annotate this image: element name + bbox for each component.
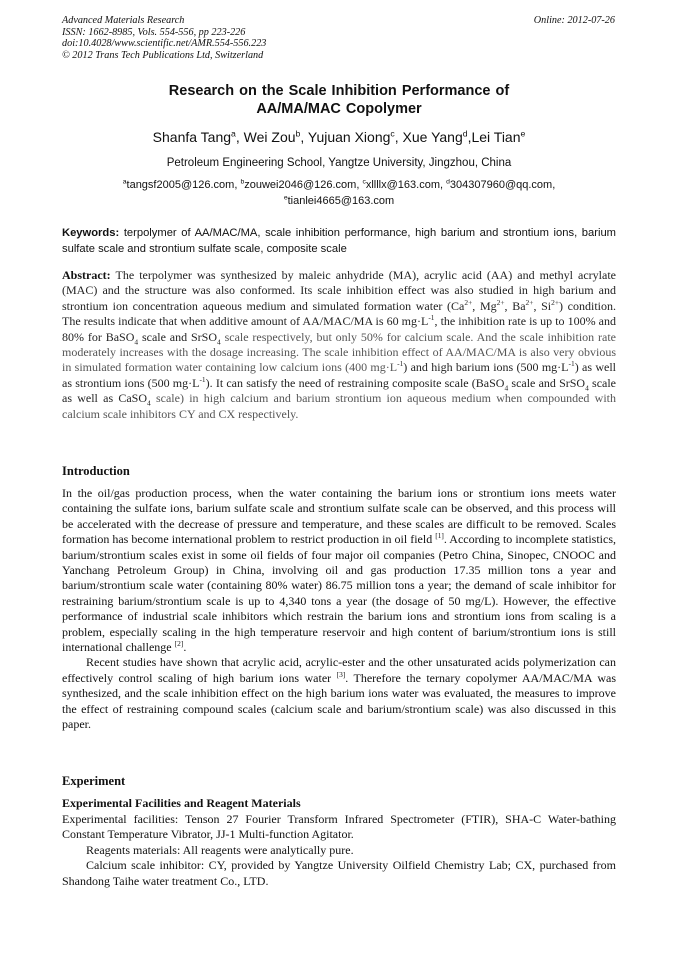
title-line-2: AA/MA/MAC Copolymer xyxy=(256,101,422,117)
abstract-block xyxy=(62,268,616,422)
author-separator: , xyxy=(394,129,403,145)
experiment-paragraph-2: Reagents materials: All reagents were analytically pure. xyxy=(86,842,354,857)
email-d[interactable]: 304307960@qq.com xyxy=(449,179,553,191)
author-separator: , xyxy=(467,129,472,145)
author-name: Xue Yang xyxy=(402,129,463,145)
abstract-text: scale respectively, but only 50% for calcium scale. And the scale inhibition rate moderately increases with the dosage increasing. The scale inhibition effect of AA/MAC/MA is also very obvious in simulated formation water containing low calcium ions (400 mg·L xyxy=(62,329,616,375)
author-name: Wei Zou xyxy=(243,129,296,145)
email-b[interactable]: zouwei2046@126.com xyxy=(244,179,357,191)
abstract-text: scale and SrSO xyxy=(508,375,586,390)
citation-2[interactable]: [2] xyxy=(174,639,184,649)
superscript: -1 xyxy=(568,359,575,369)
author-separator: , xyxy=(235,129,244,145)
citation-1[interactable]: [1] xyxy=(435,531,444,541)
superscript: 2+ xyxy=(496,297,505,307)
author-mark: a xyxy=(231,128,236,139)
abstract-text: ). It can satisfy the need of restraining composite scale (BaSO xyxy=(205,375,505,390)
abstract-text: , the inhibition rate is up to 100% and 80% for BaSO xyxy=(62,314,616,344)
abstract-text: scale as well as CaSO xyxy=(62,375,617,406)
heading-introduction: Introduction xyxy=(62,464,130,478)
abstract-text: ) and high barium ions (500 mg·L xyxy=(403,360,569,375)
doi-line: doi:10.4028/www.scientific.net/AMR.554-556.223 xyxy=(62,38,267,49)
abstract-text: ) as well as strontium ions (500 mg·L xyxy=(62,360,616,390)
author-separator: , xyxy=(300,129,308,145)
keywords-text: terpolymer of AA/MAC/MA, scale inhibition performance, high barium and strontium ions, barium sulfate scale and strontium sulfate scale, composite scale xyxy=(62,227,616,255)
intro-paragraph-2 xyxy=(62,655,616,732)
title-line-1: Research on the Scale Inhibition Performance of xyxy=(168,83,510,99)
email-a[interactable]: tangsf2005@126.com xyxy=(126,179,235,191)
email-mark: d xyxy=(446,178,450,186)
author-list xyxy=(62,128,616,146)
abstract-text: , Mg xyxy=(472,298,497,313)
superscript: -1 xyxy=(199,374,206,384)
email-mark: c xyxy=(362,178,366,186)
abstract-text: ) condition. The results indicate that when additive amount of AA/MAC/MA is 60 mg·L xyxy=(62,298,616,329)
author-mark: c xyxy=(390,128,395,139)
email-list xyxy=(62,177,616,209)
subscript: 4 xyxy=(134,337,139,347)
subscript: 4 xyxy=(585,383,589,393)
email-mark: a xyxy=(122,178,127,186)
experiment-body xyxy=(62,812,616,889)
paper-title xyxy=(62,82,616,118)
abstract-text: , Ba xyxy=(504,298,526,313)
subscript: 4 xyxy=(217,337,221,347)
intro-text: . xyxy=(183,640,187,655)
superscript: -1 xyxy=(397,359,404,369)
email-mark: e xyxy=(283,194,288,202)
author-mark: b xyxy=(295,128,301,139)
intro-text: . According to incomplete statistics, barium/strontium scales exist in some oil fields of four major oil companies (Petro China, Sinopec, CNOOC and Yanchang Petroleum Group) in China, involving oil and gas production 17.35 million tons a year and barium/strontium scale water (containing 80% water) 86.75 million tons a year; the demand of scale inhibitor for restraining barium/strontium scale is up to 4,340 tons a year (the dosage of 50 mg/L). However, the effective performance of industrial scale inhibitors which restrain the barium ions and strontium ions from scaling is a problem, especially scaling in the high temperature reservoir and high content of barium/strontium ions is still international challenge xyxy=(62,532,616,655)
subscript: 4 xyxy=(504,383,509,393)
heading-experiment: Experiment xyxy=(62,774,126,788)
email-mark: b xyxy=(240,178,245,186)
experiment-paragraph-1: Experimental facilities: Tenson 27 Fourier Transform Infrared Spectrometer (FTIR), SHA-C Water-bathing Constant Temperature Vibrator, JJ-1 Multi-function Agitator. xyxy=(62,812,616,842)
intro-text: . Therefore the ternary copolymer AA/MAC/MA was synthesized, and the scale inhibition effect on the high barium ions water was evaluated, the measures to improve the effect of restraining compound scales (calcium scale and barium/strontium scale) was also discussed in this paper. xyxy=(62,670,616,732)
affiliation: Petroleum Engineering School, Yangtze University, Jingzhou, China xyxy=(166,157,512,169)
online-date: Online: 2012-07-26 xyxy=(533,15,615,26)
email-c[interactable]: xllllx@163.com xyxy=(365,179,440,191)
author-name: Shanfa Tang xyxy=(152,129,232,145)
keywords-block xyxy=(62,226,616,257)
journal-name: Advanced Materials Research xyxy=(62,15,185,26)
keywords-label: Keywords: xyxy=(62,227,120,239)
intro-paragraph-1 xyxy=(62,486,616,655)
abstract-text: , Si xyxy=(533,298,552,313)
author-name: Yujuan Xiong xyxy=(307,129,391,145)
citation-3[interactable]: [3] xyxy=(336,669,346,679)
subscript: 4 xyxy=(147,398,151,408)
email-line-2 xyxy=(62,193,616,209)
experiment-paragraph-3: Calcium scale inhibitor: CY, provided by Yangtze University Oilfield Chemistry Lab; CX, purchased from Shandong Taihe water treatment Co., LTD. xyxy=(62,858,616,888)
introduction-body xyxy=(62,486,616,733)
abstract-text: scale and SrSO xyxy=(138,329,218,344)
issn-line: ISSN: 1662-8985, Vols. 554-556, pp 223-226 xyxy=(62,26,246,38)
email-e[interactable]: tianlei4665@163.com xyxy=(287,195,395,207)
intro-text: In the oil/gas production process, when the water containing the barium ions or strontium ions meets water containing the sulfate ions, barium sulfate scale and strontium sulfate scale can be observed, and this process will be accelerated with the decrease of pressure and temperature, and these scales are difficult to be removed. Scales formation has become international problem to restrict production in oil field xyxy=(62,486,616,547)
intro-text: Recent studies have shown that acrylic acid, acrylic-ester and the other unsaturated acids polymerization can effectively control scaling of high barium ions water xyxy=(62,655,616,685)
superscript: 2+ xyxy=(525,297,534,307)
superscript: 2+ xyxy=(464,297,473,307)
superscript: 2+ xyxy=(551,297,560,307)
author-name: Lei Tian xyxy=(471,129,521,145)
email-line-1: $^a$tangsf2005@126.com, $^b$zouwei2046@126.com, $^c$xllllx@163.com, $^d$304307960@qq.com, xyxy=(122,178,556,191)
journal-info xyxy=(62,15,266,61)
author-mark: e xyxy=(520,128,526,139)
author-mark: d xyxy=(462,128,468,139)
abstract-text: The terpolymer was synthesized by maleic anhydride (MA), acrylic acid (AA) and methyl acrylate (MAC) and the structure was also conformed. Its scale inhibition effect was also studied in high barium and strontium ion concentration aqueous medium and simulated formation water (Ca xyxy=(62,268,616,313)
abstract-text: scale) in high calcium and barium strontium ion aqueous medium when compounded with calcium scale inhibitors CY and CX respectively. xyxy=(62,391,617,421)
superscript: -1 xyxy=(428,313,435,323)
abstract-label: Abstract: xyxy=(62,268,111,282)
subheading-facilities: Experimental Facilities and Reagent Materials xyxy=(62,796,301,810)
copyright-line: © 2012 Trans Tech Publications Ltd, Switzerland xyxy=(62,49,264,61)
